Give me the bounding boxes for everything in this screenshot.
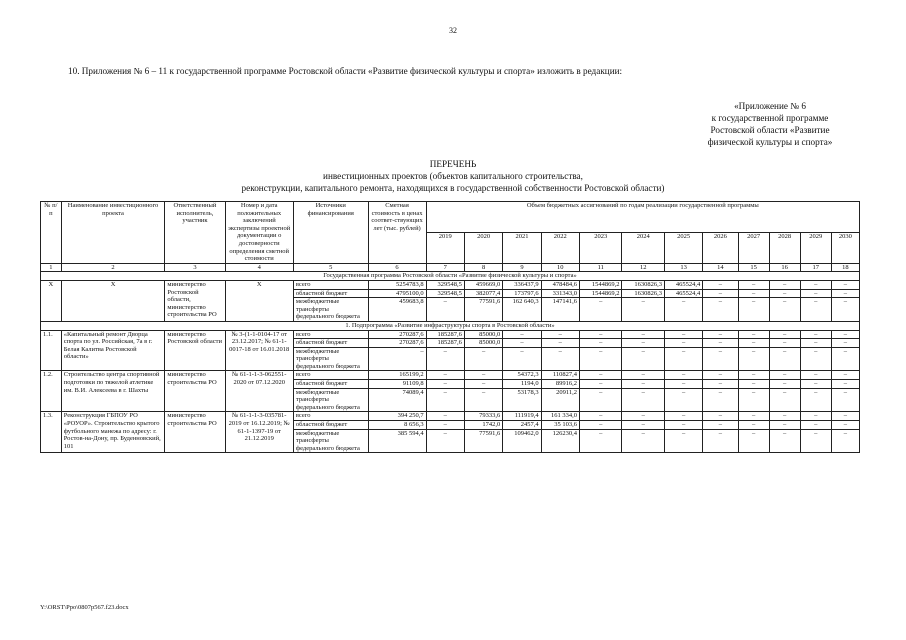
- funding-source: областной бюджет: [293, 421, 368, 430]
- appendix-line: к государственной программе: [711, 113, 829, 123]
- column-number: 2: [61, 263, 165, 272]
- project-name: Х: [61, 280, 165, 321]
- budget-value: –: [831, 280, 859, 289]
- appendix-line: Ростовской области «Развитие: [710, 125, 830, 135]
- budget-value: 173797,6: [503, 289, 541, 298]
- budget-value: –: [622, 380, 665, 389]
- budget-value: –: [664, 298, 702, 322]
- budget-value: –: [769, 371, 800, 380]
- budget-value: –: [738, 429, 769, 453]
- column-number: 3: [165, 263, 225, 272]
- budget-value: –: [426, 380, 464, 389]
- budget-value: –: [664, 380, 702, 389]
- budget-value: –: [738, 412, 769, 421]
- project-name: Реконструкция ГБПОУ РО «РОУОР». Строительство крытого футбольного манежа по адресу: г. Ростов-на-Дону, пр. Буденновский, 101: [61, 412, 165, 453]
- header-year: 2021: [503, 232, 541, 263]
- column-number: 12: [622, 263, 665, 272]
- budget-value: –: [622, 298, 665, 322]
- budget-value: –: [464, 380, 502, 389]
- budget-value: –: [622, 330, 665, 339]
- responsible-executor: министерство строительства РО: [165, 371, 225, 412]
- column-number: 11: [579, 263, 622, 272]
- budget-value: 79333,6: [464, 412, 502, 421]
- budget-value: –: [664, 347, 702, 371]
- budget-value: –: [622, 412, 665, 421]
- estimated-cost: 5254783,8: [368, 280, 426, 289]
- column-number: 7: [426, 263, 464, 272]
- budget-value: –: [664, 429, 702, 453]
- budget-value: –: [464, 388, 502, 412]
- program-title-row: [41, 272, 860, 281]
- budget-value: 110827,4: [541, 371, 579, 380]
- expertise-conclusion: № 3-(1-1-0104-17 от 23.12.2017; № 61-1-0017-18 от 16.01.2018: [225, 330, 293, 371]
- budget-value: –: [703, 298, 738, 322]
- budget-value: –: [426, 429, 464, 453]
- budget-value: –: [703, 371, 738, 380]
- header-year: 2019: [426, 232, 464, 263]
- budget-value: –: [769, 330, 800, 339]
- column-number: 1: [41, 263, 62, 272]
- header-year: 2027: [738, 232, 769, 263]
- budget-value: –: [800, 289, 831, 298]
- budget-value: 161 334,0: [541, 412, 579, 421]
- budget-value: –: [703, 421, 738, 430]
- budget-value: –: [703, 429, 738, 453]
- budget-value: –: [426, 298, 464, 322]
- budget-value: 329548,5: [426, 289, 464, 298]
- responsible-executor: министерство Ростовской области, министерство строительства РО: [165, 280, 225, 321]
- budget-value: 111919,4: [503, 412, 541, 421]
- appendix-line: физической культуры и спорта»: [707, 137, 833, 147]
- header-expertise: Номер и дата положительных заключений экспертизы проектной документации о достоверности определения сметной стоимости: [225, 202, 293, 264]
- budget-value: –: [800, 339, 831, 348]
- expertise-conclusion: № 61-1-1-3-062551-2020 от 07.12.2020: [225, 371, 293, 412]
- header-name: Наименование инвестиционного проекта: [61, 202, 165, 264]
- budget-value: 162 640,3: [503, 298, 541, 322]
- funding-source: межбюджетные трансферты федерального бюджета: [293, 429, 368, 453]
- table-row: [41, 412, 860, 421]
- budget-value: –: [503, 339, 541, 348]
- budget-value: –: [769, 289, 800, 298]
- header-source: Источники финансирования: [293, 202, 368, 264]
- budget-value: –: [769, 339, 800, 348]
- budget-value: –: [831, 298, 859, 322]
- budget-value: –: [426, 371, 464, 380]
- budget-value: –: [703, 280, 738, 289]
- budget-value: –: [622, 347, 665, 371]
- budget-value: 331343,0: [541, 289, 579, 298]
- budget-value: –: [703, 289, 738, 298]
- table-row: [41, 280, 860, 289]
- estimated-cost: 74089,4: [368, 388, 426, 412]
- budget-value: 77591,6: [464, 298, 502, 322]
- budget-value: –: [769, 412, 800, 421]
- budget-value: 35 103,6: [541, 421, 579, 430]
- budget-value: –: [541, 347, 579, 371]
- column-number-row: [41, 263, 860, 272]
- budget-value: –: [426, 421, 464, 430]
- budget-value: –: [800, 412, 831, 421]
- budget-value: –: [769, 421, 800, 430]
- budget-value: –: [738, 280, 769, 289]
- funding-source: всего: [293, 412, 368, 421]
- subprogram-title: 1. Подпрограмма «Развитие инфраструктуры спорта в Ростовской области»: [41, 321, 860, 330]
- funding-source: межбюджетные трансферты федерального бюджета: [293, 298, 368, 322]
- intro-paragraph: 10. Приложения № 6 – 11 к государственной программе Ростовской области «Развитие физической культуры и спорта» изложить в редакции:: [68, 66, 623, 76]
- title-line: реконструкции, капитального ремонта, находящихся в государственной собственности Ростовской области): [241, 183, 665, 193]
- header-budget-group: Объем бюджетных ассигнований по годам реализации государственной программы: [426, 202, 859, 233]
- budget-value: 465524,4: [664, 280, 702, 289]
- budget-value: 185287,6: [426, 330, 464, 339]
- budget-value: –: [738, 421, 769, 430]
- budget-value: –: [800, 330, 831, 339]
- budget-value: 77591,6: [464, 429, 502, 453]
- table-row: [41, 371, 860, 380]
- estimated-cost: 459683,8: [368, 298, 426, 322]
- funding-source: областной бюджет: [293, 380, 368, 389]
- funding-source: межбюджетные трансферты федерального бюджета: [293, 347, 368, 371]
- estimated-cost: 270287,6: [368, 330, 426, 339]
- page-number: 32: [449, 26, 457, 35]
- estimated-cost: 165199,2: [368, 371, 426, 380]
- budget-value: –: [738, 347, 769, 371]
- budget-value: –: [831, 330, 859, 339]
- budget-value: –: [738, 388, 769, 412]
- responsible-executor: министерство Ростовской области: [165, 330, 225, 371]
- budget-value: 109462,0: [503, 429, 541, 453]
- budget-value: –: [831, 289, 859, 298]
- budget-value: –: [738, 380, 769, 389]
- budget-value: –: [738, 339, 769, 348]
- budget-value: –: [703, 339, 738, 348]
- budget-value: 478484,6: [541, 280, 579, 289]
- budget-value: –: [800, 388, 831, 412]
- budget-value: –: [769, 347, 800, 371]
- budget-value: 126230,4: [541, 429, 579, 453]
- budget-value: –: [769, 429, 800, 453]
- column-number: 5: [293, 263, 368, 272]
- budget-value: –: [622, 339, 665, 348]
- budget-value: –: [800, 371, 831, 380]
- budget-value: 185287,6: [426, 339, 464, 348]
- row-number: Х: [41, 280, 62, 321]
- budget-value: –: [579, 330, 622, 339]
- funding-source: всего: [293, 280, 368, 289]
- budget-value: –: [831, 371, 859, 380]
- table-body: [41, 263, 860, 453]
- budget-value: –: [664, 371, 702, 380]
- investment-projects-table: [40, 201, 860, 453]
- header-year: 2022: [541, 232, 579, 263]
- column-number: 18: [831, 263, 859, 272]
- budget-value: 1194,0: [503, 380, 541, 389]
- budget-value: –: [831, 429, 859, 453]
- subprogram-title-row: [41, 321, 860, 330]
- budget-value: –: [579, 339, 622, 348]
- budget-value: 1544869,2: [579, 280, 622, 289]
- header-num: № п/п: [41, 202, 62, 264]
- column-number: 17: [800, 263, 831, 272]
- budget-value: 1630826,3: [622, 289, 665, 298]
- header-year: 2026: [703, 232, 738, 263]
- budget-value: 1630826,3: [622, 280, 665, 289]
- budget-value: 2457,4: [503, 421, 541, 430]
- header-responsible: Ответственный исполнитель, участник: [165, 202, 225, 264]
- budget-value: –: [579, 298, 622, 322]
- budget-value: –: [800, 380, 831, 389]
- budget-value: 1742,0: [464, 421, 502, 430]
- budget-value: –: [622, 429, 665, 453]
- program-title: Государственная программа Ростовской области «Развитие физической культуры и спорта»: [41, 272, 860, 281]
- budget-value: 20911,2: [541, 388, 579, 412]
- document-title: [0, 158, 906, 194]
- budget-value: –: [769, 388, 800, 412]
- appendix-line: «Приложение № 6: [734, 101, 806, 111]
- budget-value: –: [664, 412, 702, 421]
- budget-value: –: [831, 339, 859, 348]
- responsible-executor: министерство строительства РО: [165, 412, 225, 453]
- budget-value: –: [703, 347, 738, 371]
- estimated-cost: 8 656,3: [368, 421, 426, 430]
- header-year: 2028: [769, 232, 800, 263]
- budget-value: –: [579, 371, 622, 380]
- budget-value: –: [622, 388, 665, 412]
- column-number: 13: [664, 263, 702, 272]
- budget-value: –: [703, 388, 738, 412]
- row-number: 1.3.: [41, 412, 62, 453]
- column-number: 9: [503, 263, 541, 272]
- budget-value: –: [579, 388, 622, 412]
- budget-value: 53178,3: [503, 388, 541, 412]
- budget-value: –: [738, 289, 769, 298]
- estimated-cost: 270287,6: [368, 339, 426, 348]
- column-number: 16: [769, 263, 800, 272]
- budget-value: –: [703, 412, 738, 421]
- expertise-conclusion: № 61-1-1-3-035781-2019 от 16.12.2019; № 61-1-1397-19 от 21.12.2019: [225, 412, 293, 453]
- budget-value: –: [579, 347, 622, 371]
- budget-value: –: [738, 330, 769, 339]
- row-number: 1.2.: [41, 371, 62, 412]
- project-name: Строительство центра спортивной подготовки по тяжелой атлетике им. В.И. Алексеева в г. Шахты: [61, 371, 165, 412]
- column-number: 14: [703, 263, 738, 272]
- appendix-heading: [690, 100, 850, 148]
- budget-value: –: [503, 330, 541, 339]
- budget-value: –: [738, 298, 769, 322]
- funding-source: всего: [293, 330, 368, 339]
- header-cost: Сметная стоимость в ценах соответ-ствующих лет (тыс. рублей): [368, 202, 426, 264]
- budget-value: –: [738, 371, 769, 380]
- budget-value: 147141,6: [541, 298, 579, 322]
- budget-value: 89916,2: [541, 380, 579, 389]
- estimated-cost: –: [368, 347, 426, 371]
- budget-value: –: [464, 371, 502, 380]
- budget-value: –: [541, 330, 579, 339]
- budget-value: –: [664, 421, 702, 430]
- budget-value: –: [769, 280, 800, 289]
- budget-value: –: [831, 412, 859, 421]
- budget-value: –: [426, 347, 464, 371]
- column-number: 15: [738, 263, 769, 272]
- budget-value: –: [579, 421, 622, 430]
- budget-value: –: [831, 347, 859, 371]
- budget-value: –: [831, 388, 859, 412]
- header-year: 2029: [800, 232, 831, 263]
- header-year: 2023: [579, 232, 622, 263]
- estimated-cost: 385 594,4: [368, 429, 426, 453]
- budget-value: –: [769, 380, 800, 389]
- budget-value: –: [800, 429, 831, 453]
- budget-value: –: [579, 380, 622, 389]
- estimated-cost: 394 250,7: [368, 412, 426, 421]
- budget-value: 329548,5: [426, 280, 464, 289]
- funding-source: областной бюджет: [293, 339, 368, 348]
- column-number: 4: [225, 263, 293, 272]
- estimated-cost: 91109,8: [368, 380, 426, 389]
- budget-value: 465524,4: [664, 289, 702, 298]
- table-row: [41, 330, 860, 339]
- budget-value: 382077,4: [464, 289, 502, 298]
- budget-value: –: [800, 280, 831, 289]
- header-year: 2024: [622, 232, 665, 263]
- title-line: инвестиционных проектов (объектов капитального строительства,: [323, 171, 583, 181]
- budget-value: –: [800, 421, 831, 430]
- budget-value: 459669,0: [464, 280, 502, 289]
- budget-value: –: [831, 421, 859, 430]
- expertise-conclusion: Х: [225, 280, 293, 321]
- budget-value: –: [703, 330, 738, 339]
- header-year: 2020: [464, 232, 502, 263]
- budget-value: 54372,3: [503, 371, 541, 380]
- row-number: 1.1.: [41, 330, 62, 371]
- title-line: ПЕРЕЧЕНЬ: [429, 159, 477, 169]
- column-number: 6: [368, 263, 426, 272]
- budget-value: –: [800, 298, 831, 322]
- budget-value: –: [664, 339, 702, 348]
- header-year: 2030: [831, 232, 859, 263]
- budget-value: 85000,0: [464, 339, 502, 348]
- budget-value: –: [703, 380, 738, 389]
- budget-value: –: [426, 412, 464, 421]
- budget-value: –: [622, 371, 665, 380]
- column-number: 8: [464, 263, 502, 272]
- funding-source: всего: [293, 371, 368, 380]
- budget-value: –: [664, 388, 702, 412]
- budget-value: 1544869,2: [579, 289, 622, 298]
- budget-value: –: [426, 388, 464, 412]
- project-name: «Капитальный ремонт Дворца спорта по ул. Российская, 7а в г. Белая Калитва Ростовской области»: [61, 330, 165, 371]
- budget-value: 336437,9: [503, 280, 541, 289]
- budget-value: –: [769, 298, 800, 322]
- budget-value: –: [464, 347, 502, 371]
- estimated-cost: 4795100,0: [368, 289, 426, 298]
- funding-source: областной бюджет: [293, 289, 368, 298]
- header-year: 2025: [664, 232, 702, 263]
- column-number: 10: [541, 263, 579, 272]
- budget-value: –: [664, 330, 702, 339]
- budget-value: –: [622, 421, 665, 430]
- footer-file-path: Y:\ORST\Ppo\0807p567.f23.docx: [40, 604, 129, 611]
- budget-value: –: [541, 339, 579, 348]
- budget-value: 85000,0: [464, 330, 502, 339]
- budget-value: –: [503, 347, 541, 371]
- budget-value: –: [800, 347, 831, 371]
- funding-source: межбюджетные трансферты федерального бюджета: [293, 388, 368, 412]
- budget-value: –: [579, 412, 622, 421]
- budget-value: –: [579, 429, 622, 453]
- budget-value: –: [831, 380, 859, 389]
